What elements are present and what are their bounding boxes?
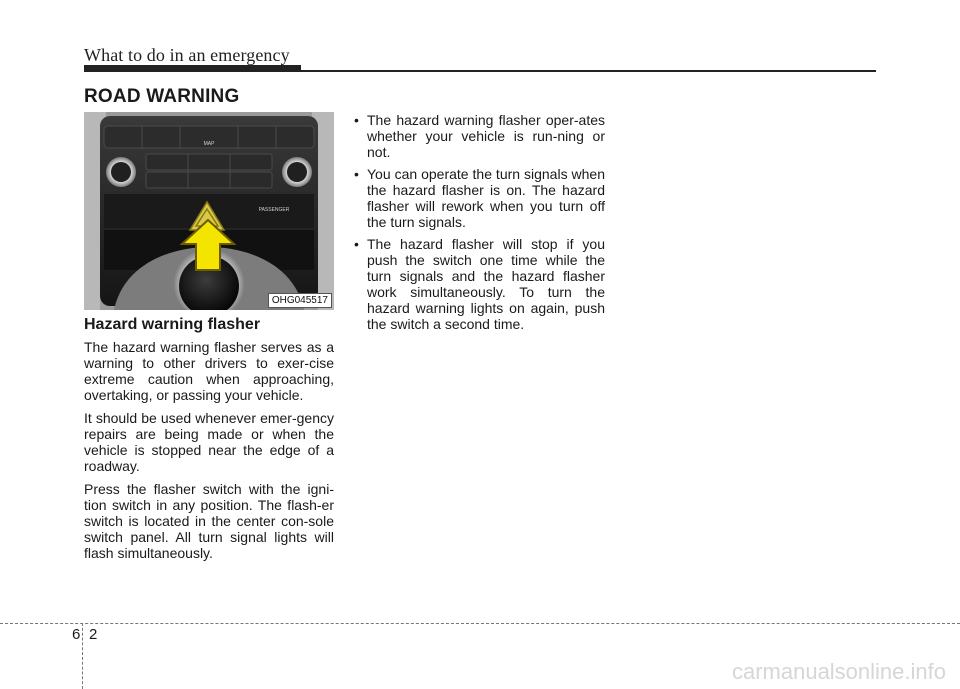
hazard-switch-figure: [84, 112, 334, 310]
figure-code: OHG045517: [268, 293, 332, 308]
right-column: [354, 112, 605, 338]
page-number: 2: [89, 626, 98, 643]
paragraph: Press the flasher switch with the igni-tion switch in any position. The flash-er switch is located in the center con-sole switch panel. All turn signal lights will flash simultaneously.: [84, 481, 334, 561]
watermark: carmanualsonline.info: [731, 659, 946, 684]
paragraph: The hazard warning flasher serves as a warning to other drivers to exer-cise extreme caution when approaching, overtaking, or passing your vehicle.: [84, 339, 334, 403]
bullet-list: [354, 112, 605, 332]
bullet-icon: •: [354, 166, 359, 182]
paragraph: It should be used whenever emer-gency repairs are being made or when the vehicle is stopped near the edge of a roadway.: [84, 410, 334, 474]
subsection-title: Hazard warning flasher: [84, 316, 261, 333]
list-item-text: You can operate the turn signals when the hazard flasher is on. The hazard flasher will rework when you turn off the turn signals.: [367, 166, 605, 230]
section-title: ROAD WARNING: [84, 86, 240, 107]
running-header: What to do in an emergency: [84, 45, 290, 65]
passenger-label: PASSENGER: [258, 207, 290, 213]
bullet-icon: •: [354, 236, 359, 252]
list-item: [354, 112, 605, 160]
list-item: [354, 166, 605, 230]
console-illustration: [84, 112, 334, 310]
list-item-text: The hazard warning flasher oper-ates whether your vehicle is run-ning or not.: [367, 112, 605, 160]
footer-rule: [0, 623, 960, 624]
chapter-number: 6: [72, 626, 81, 643]
header-rule-thin: [84, 70, 876, 72]
left-column: [84, 339, 334, 568]
footer-divider: [82, 623, 83, 689]
bullet-icon: •: [354, 112, 359, 128]
list-item: [354, 236, 605, 332]
map-label: MAP: [203, 141, 215, 147]
list-item-text: The hazard flasher will stop if you push the switch one time while the turn signals and the hazard flasher work simultaneously. To turn the hazard warning lights on again, push the switch a second time.: [367, 236, 605, 332]
